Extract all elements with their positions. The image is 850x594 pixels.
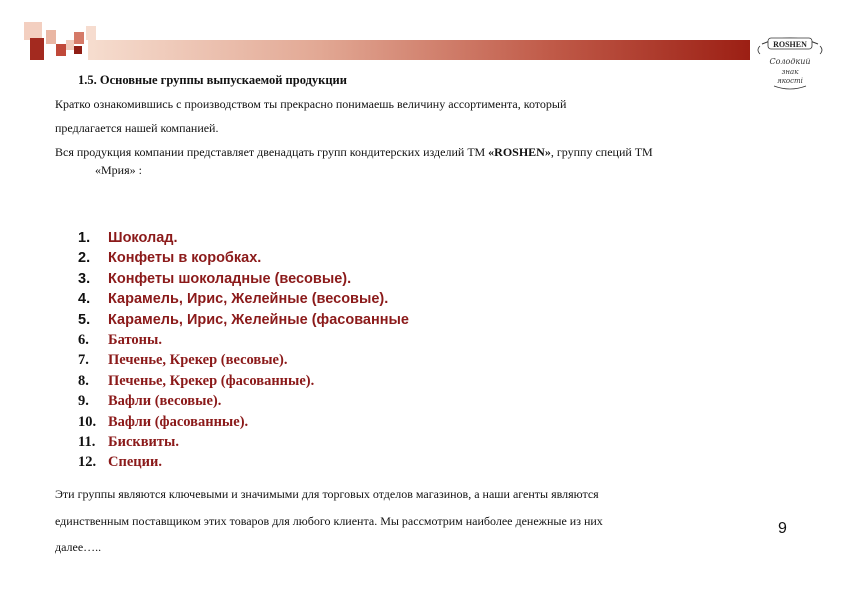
brand-roshen: «ROSHEN»	[488, 145, 551, 159]
list-item: 8. Печенье, Крекер (фасованные).	[78, 372, 315, 389]
svg-text:Солодкий: Солодкий	[769, 57, 811, 66]
list-item: 3. Конфеты шоколадные (весовые).	[78, 270, 352, 287]
list-item: 9. Вафли (весовые).	[78, 393, 222, 410]
decor-square	[56, 44, 66, 56]
products-sentence	[55, 145, 653, 160]
decor-square	[86, 26, 96, 40]
intro-line-2: предлагается нашей компанией.	[55, 121, 219, 135]
list-item: 4. Карамель, Ирис, Желейные (весовые).	[78, 291, 389, 308]
list-item: 6. Батоны.	[78, 331, 162, 348]
list-item: 10. Вафли (фасованные).	[78, 413, 249, 430]
decor-square	[74, 32, 84, 44]
decor-square	[66, 40, 74, 50]
roshen-logo	[754, 30, 826, 92]
logo-brand-text: ROSHEN	[773, 40, 807, 49]
closing-line-2: единственным поставщиком этих товаров для любого клиента. Мы рассмотрим наиболее денежные из них	[55, 514, 603, 528]
product-groups-list	[78, 228, 409, 473]
closing-line-1: Эти группы являются ключевыми и значимыми для торговых отделов магазинов, а наши агенты являются	[55, 487, 599, 501]
svg-text:якості: якості	[777, 77, 803, 85]
list-item: 12. Специи.	[78, 454, 162, 471]
products-sentence-end: , группу специй ТМ	[550, 145, 653, 159]
decor-square	[46, 30, 56, 44]
page-number: 9	[778, 520, 787, 537]
section-heading: 1.5. Основные группы выпускаемой продукции	[78, 73, 347, 87]
products-sentence-line-2: «Мрия» :	[95, 163, 142, 177]
list-item: 1. Шоколад.	[78, 230, 178, 246]
closing-line-3: далее…..	[55, 540, 102, 554]
header-gradient-bar	[88, 40, 750, 60]
decor-square	[74, 46, 82, 54]
list-item: 7. Печенье, Крекер (весовые).	[78, 352, 288, 369]
list-item: 11. Бисквиты.	[78, 433, 179, 450]
list-item: 5. Карамель, Ирис, Желейные (фасованные	[78, 311, 409, 328]
list-item: 2. Конфеты в коробках.	[78, 250, 262, 267]
intro-line-1: Кратко ознакомившись с производством ты прекрасно понимаешь величину ассортимента, который	[55, 97, 567, 111]
decor-square	[30, 38, 44, 60]
products-sentence-start: Вся продукция компании представляет двенадцать групп кондитерских изделий ТМ	[55, 145, 489, 159]
svg-text:знак: знак	[781, 68, 799, 76]
